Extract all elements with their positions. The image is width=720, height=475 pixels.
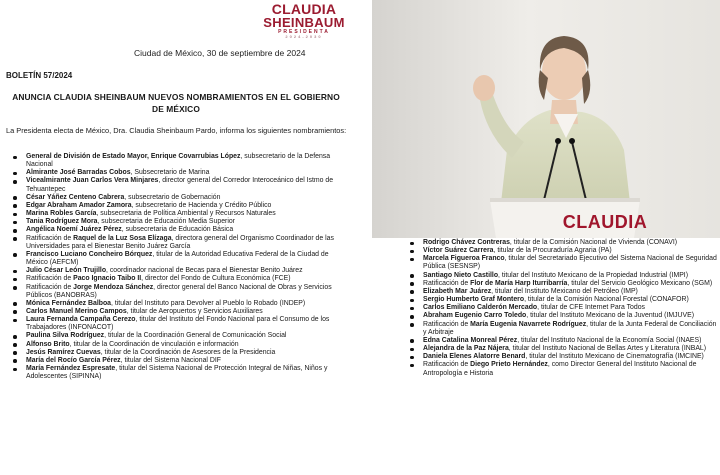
appointment-item: [0, 177, 345, 193]
appointment-item: [397, 247, 717, 255]
appointment-item: [397, 353, 717, 361]
appointee-name: Santiago Nieto Castillo: [423, 271, 499, 279]
appointment-item: [0, 284, 345, 300]
appointment-role: , director del Fondo de Cultura Económica (FCE): [141, 275, 291, 283]
appointment-role: , titular del Instituto Mexicano de Cinematografía (IMCINE): [525, 353, 704, 361]
podium-sign-text: CLAUDIA: [562, 212, 648, 232]
press-photo: [372, 0, 720, 238]
intro-paragraph: La Presidenta electa de México, Dra. Claudia Sheinbaum Pardo, informa los siguientes nombramientos:: [6, 126, 347, 135]
appointee-name: Flor de María Harp Iturribarría: [470, 279, 568, 287]
appointment-item: [397, 312, 717, 320]
headline: ANUNCIA CLAUDIA SHEINBAUM NUEVOS NOMBRAMIENTOS EN EL GOBIERNO DE MÉXICO: [12, 92, 340, 114]
appointment-prefix: Ratificación de: [26, 275, 74, 283]
appointment-item: [0, 365, 345, 381]
appointment-item: [397, 337, 717, 345]
appointment-item: [0, 251, 345, 267]
logo-line-2: SHEINBAUM: [263, 15, 345, 30]
appointment-role: , titular de la Coordinación General de Comunicación Social: [104, 332, 287, 340]
appointee-name: Rodrigo Chávez Contreras: [423, 239, 510, 246]
appointee-name: Laura Fernanda Campaña Cerezo: [26, 316, 136, 324]
appointment-role: , titular del Sistema Nacional DIF: [120, 356, 221, 364]
appointment-role: , subsecretario de Gobernación: [124, 193, 221, 201]
appointments-list-left: [0, 153, 345, 381]
appointment-item: [397, 280, 717, 288]
appointment-item: [0, 308, 345, 316]
appointment-role: , directora general del Organismo Coordinador de las Universidades para el Bienestar Benito Juárez García: [26, 234, 334, 250]
appointee-name: Julio César León Trujillo: [26, 267, 107, 275]
appointment-role: , titular de la Procuraduría Agraria (PA): [493, 247, 612, 255]
appointment-role: , titular de Aeropuertos y Servicios Auxiliares: [126, 307, 263, 315]
appointee-name: Sergio Humberto Graf Montero: [423, 296, 525, 304]
appointment-role: , titular de la Autoridad Educativa Federal de la Ciudad de México (AEFCM): [26, 250, 329, 267]
appointment-prefix: Ratificación de: [423, 320, 471, 328]
appointee-name: Daniela Elenes Alatorre Benard: [423, 353, 526, 361]
appointment-role: , subsecretaria de Educación Media Superior: [97, 218, 235, 226]
appointee-name: Marina Robles García: [26, 210, 97, 218]
appointee-name: María del Rocío García Pérez: [26, 356, 121, 364]
appointment-item: [397, 304, 717, 312]
appointment-item: [397, 361, 717, 377]
appointee-name: Edgar Abraham Amador Zamora: [26, 201, 132, 209]
appointment-role: , Subsecretario de Marina: [130, 169, 210, 177]
appointment-item: [0, 349, 345, 357]
appointment-item: [0, 194, 345, 202]
appointment-item: [0, 341, 345, 349]
appointee-name: Alejandra de la Paz Nájera: [423, 345, 509, 353]
appointment-item: [0, 332, 345, 340]
appointment-role: , titular del Instituto Nacional de Bellas Artes y Literatura (INBAL): [508, 345, 707, 353]
appointment-role: , titular de la Coordinación de Asesores de la Presidencia: [100, 348, 276, 356]
appointment-role: , director general del Corredor Interoceánico del Istmo de Tehuantepec: [26, 177, 334, 193]
appointee-name: María Eugenia Navarrete Rodríguez: [470, 320, 587, 328]
appointment-role: , titular del Instituto Nacional de la Economía Social (INAES): [517, 336, 702, 344]
appointee-name: Jorge Mendoza Sánchez: [73, 283, 154, 291]
appointment-item: [397, 321, 717, 337]
appointment-role: , titular de CFE Internet Para Todos: [537, 304, 645, 312]
appointment-role: , titular de la Comisión Nacional de Vivienda (CONAVI): [509, 239, 678, 246]
appointment-role: , subsecretaria de Educación Básica: [121, 226, 234, 234]
appointee-name: Angélica Noemí Juárez Pérez: [26, 226, 122, 234]
appointment-item: [0, 275, 345, 283]
appointment-item: [397, 255, 717, 271]
appointee-name: Vicealmirante Juan Carlos Vera Minjares: [26, 177, 159, 185]
appointment-item: [397, 288, 717, 296]
logo-line-3: PRESIDENTA: [278, 29, 330, 35]
appointee-name: Diego Prieto Hernández: [470, 361, 548, 369]
appointee-name: Carlos Manuel Merino Campos: [26, 307, 127, 315]
appointment-role: , titular del Instituto Mexicano de la Propiedad Industrial (IMPI): [498, 271, 689, 279]
appointment-item: [0, 169, 345, 177]
appointee-name: Marcela Figueroa Franco: [423, 255, 505, 263]
appointment-role: , subsecretaria de Política Ambiental y Recursos Naturales: [96, 210, 276, 218]
release-date: Ciudad de México, 30 de septiembre de 2024: [134, 48, 306, 58]
appointee-name: Víctor Suárez Carrera: [423, 247, 494, 255]
appointment-role: , titular del Instituto Mexicano del Petróleo (IMP): [491, 287, 638, 295]
appointment-item: [0, 357, 345, 365]
appointee-name: Paco Ignacio Taibo II: [73, 275, 142, 283]
logo-line-1: CLAUDIA: [271, 1, 337, 17]
appointee-name: María Fernández Espresate: [26, 365, 116, 373]
appointment-role: , titular de la Coordinación de vinculación e información: [69, 340, 239, 348]
appointments-list-right: [397, 239, 717, 378]
appointment-role: , titular del Instituto del Fondo Nacional para el Consumo de los Trabajadores (INFONACOT): [26, 316, 330, 332]
appointment-role: , director general del Banco Nacional de Obras y Servicios Públicos (BANOBRAS): [26, 283, 332, 299]
appointment-role: , titular de la Comisión Nacional Forestal (CONAFOR): [524, 296, 689, 304]
appointment-item: [0, 202, 345, 210]
appointment-role: , titular del Servicio Geológico Mexicano (SGM): [567, 279, 713, 287]
bulletin-number: BOLETÍN 57/2024: [6, 71, 73, 80]
appointee-name: Edna Catalina Monreal Pérez: [423, 336, 518, 344]
appointee-name: César Yáñez Centeno Cabrera: [26, 193, 125, 201]
appointee-name: Jesús Ramírez Cuevas: [26, 348, 101, 356]
appointment-item: [0, 235, 345, 251]
appointee-name: Paulina Silva Rodríguez: [26, 332, 105, 340]
appointment-role: , subsecretario de Hacienda y Crédito Público: [131, 201, 272, 209]
logo-line-4: 2024-2030: [285, 34, 323, 39]
appointee-name: Alfonso Brito: [26, 340, 70, 348]
appointee-name: Mónica Fernández Balboa: [26, 299, 111, 307]
appointment-item: [0, 316, 345, 332]
appointment-prefix: Ratificación de: [26, 283, 74, 291]
appointment-role: , titular del Secretariado Ejecutivo del Sistema Nacional de Seguridad Pública (SESNSP): [423, 255, 717, 271]
appointee-name: Abraham Eugenio Carro Toledo: [423, 312, 527, 320]
appointment-prefix: Ratificación de: [423, 361, 471, 369]
appointee-name: General de División de Estado Mayor, Enrique Covarrubias López: [26, 153, 241, 160]
appointee-name: Almirante José Barradas Cobos: [26, 169, 131, 177]
speaker-illustration: [372, 0, 720, 238]
appointment-role: , titular del Instituto Mexicano de la Juventud (IMJUVE): [526, 312, 694, 320]
appointment-role: , como Director General del Instituto Nacional de Antropología e Historia: [423, 361, 697, 377]
appointment-item: [0, 153, 345, 169]
appointment-item: [0, 226, 345, 234]
appointment-role: , titular del Instituto para Devolver al Pueblo lo Robado (INDEP): [111, 299, 306, 307]
appointment-item: [0, 267, 345, 275]
appointment-prefix: Ratificación de: [26, 234, 74, 242]
appointee-name: Raquel de la Luz Sosa Elízaga: [73, 234, 172, 242]
appointee-name: Tania Rodríguez Mora: [26, 218, 98, 226]
appointment-item: [397, 272, 717, 280]
appointment-item: [0, 210, 345, 218]
appointment-item: [0, 300, 345, 308]
appointment-item: [397, 296, 717, 304]
appointment-prefix: Ratificación de: [423, 279, 471, 287]
appointment-role: , titular de la Junta Federal de Conciliación y Arbitraje: [423, 320, 717, 336]
appointment-item: [397, 345, 717, 353]
appointment-role: , coordinador nacional de Becas para el Bienestar Benito Juárez: [106, 267, 303, 275]
appointment-item: [397, 239, 717, 247]
appointment-role: , titular del Sistema Nacional de Protección Integral de Niñas, Niños y Adolescentes (SIPINNA): [26, 365, 328, 381]
appointee-name: Carlos Emiliano Calderón Mercado: [423, 304, 538, 312]
appointment-item: [0, 218, 345, 226]
appointment-role: , subsecretario de la Defensa Nacional: [26, 153, 331, 169]
appointee-name: Elizabeth Mar Juárez: [423, 287, 492, 295]
campaign-logo: [254, 2, 354, 39]
appointee-name: Francisco Luciano Concheiro Bórquez: [26, 250, 153, 258]
